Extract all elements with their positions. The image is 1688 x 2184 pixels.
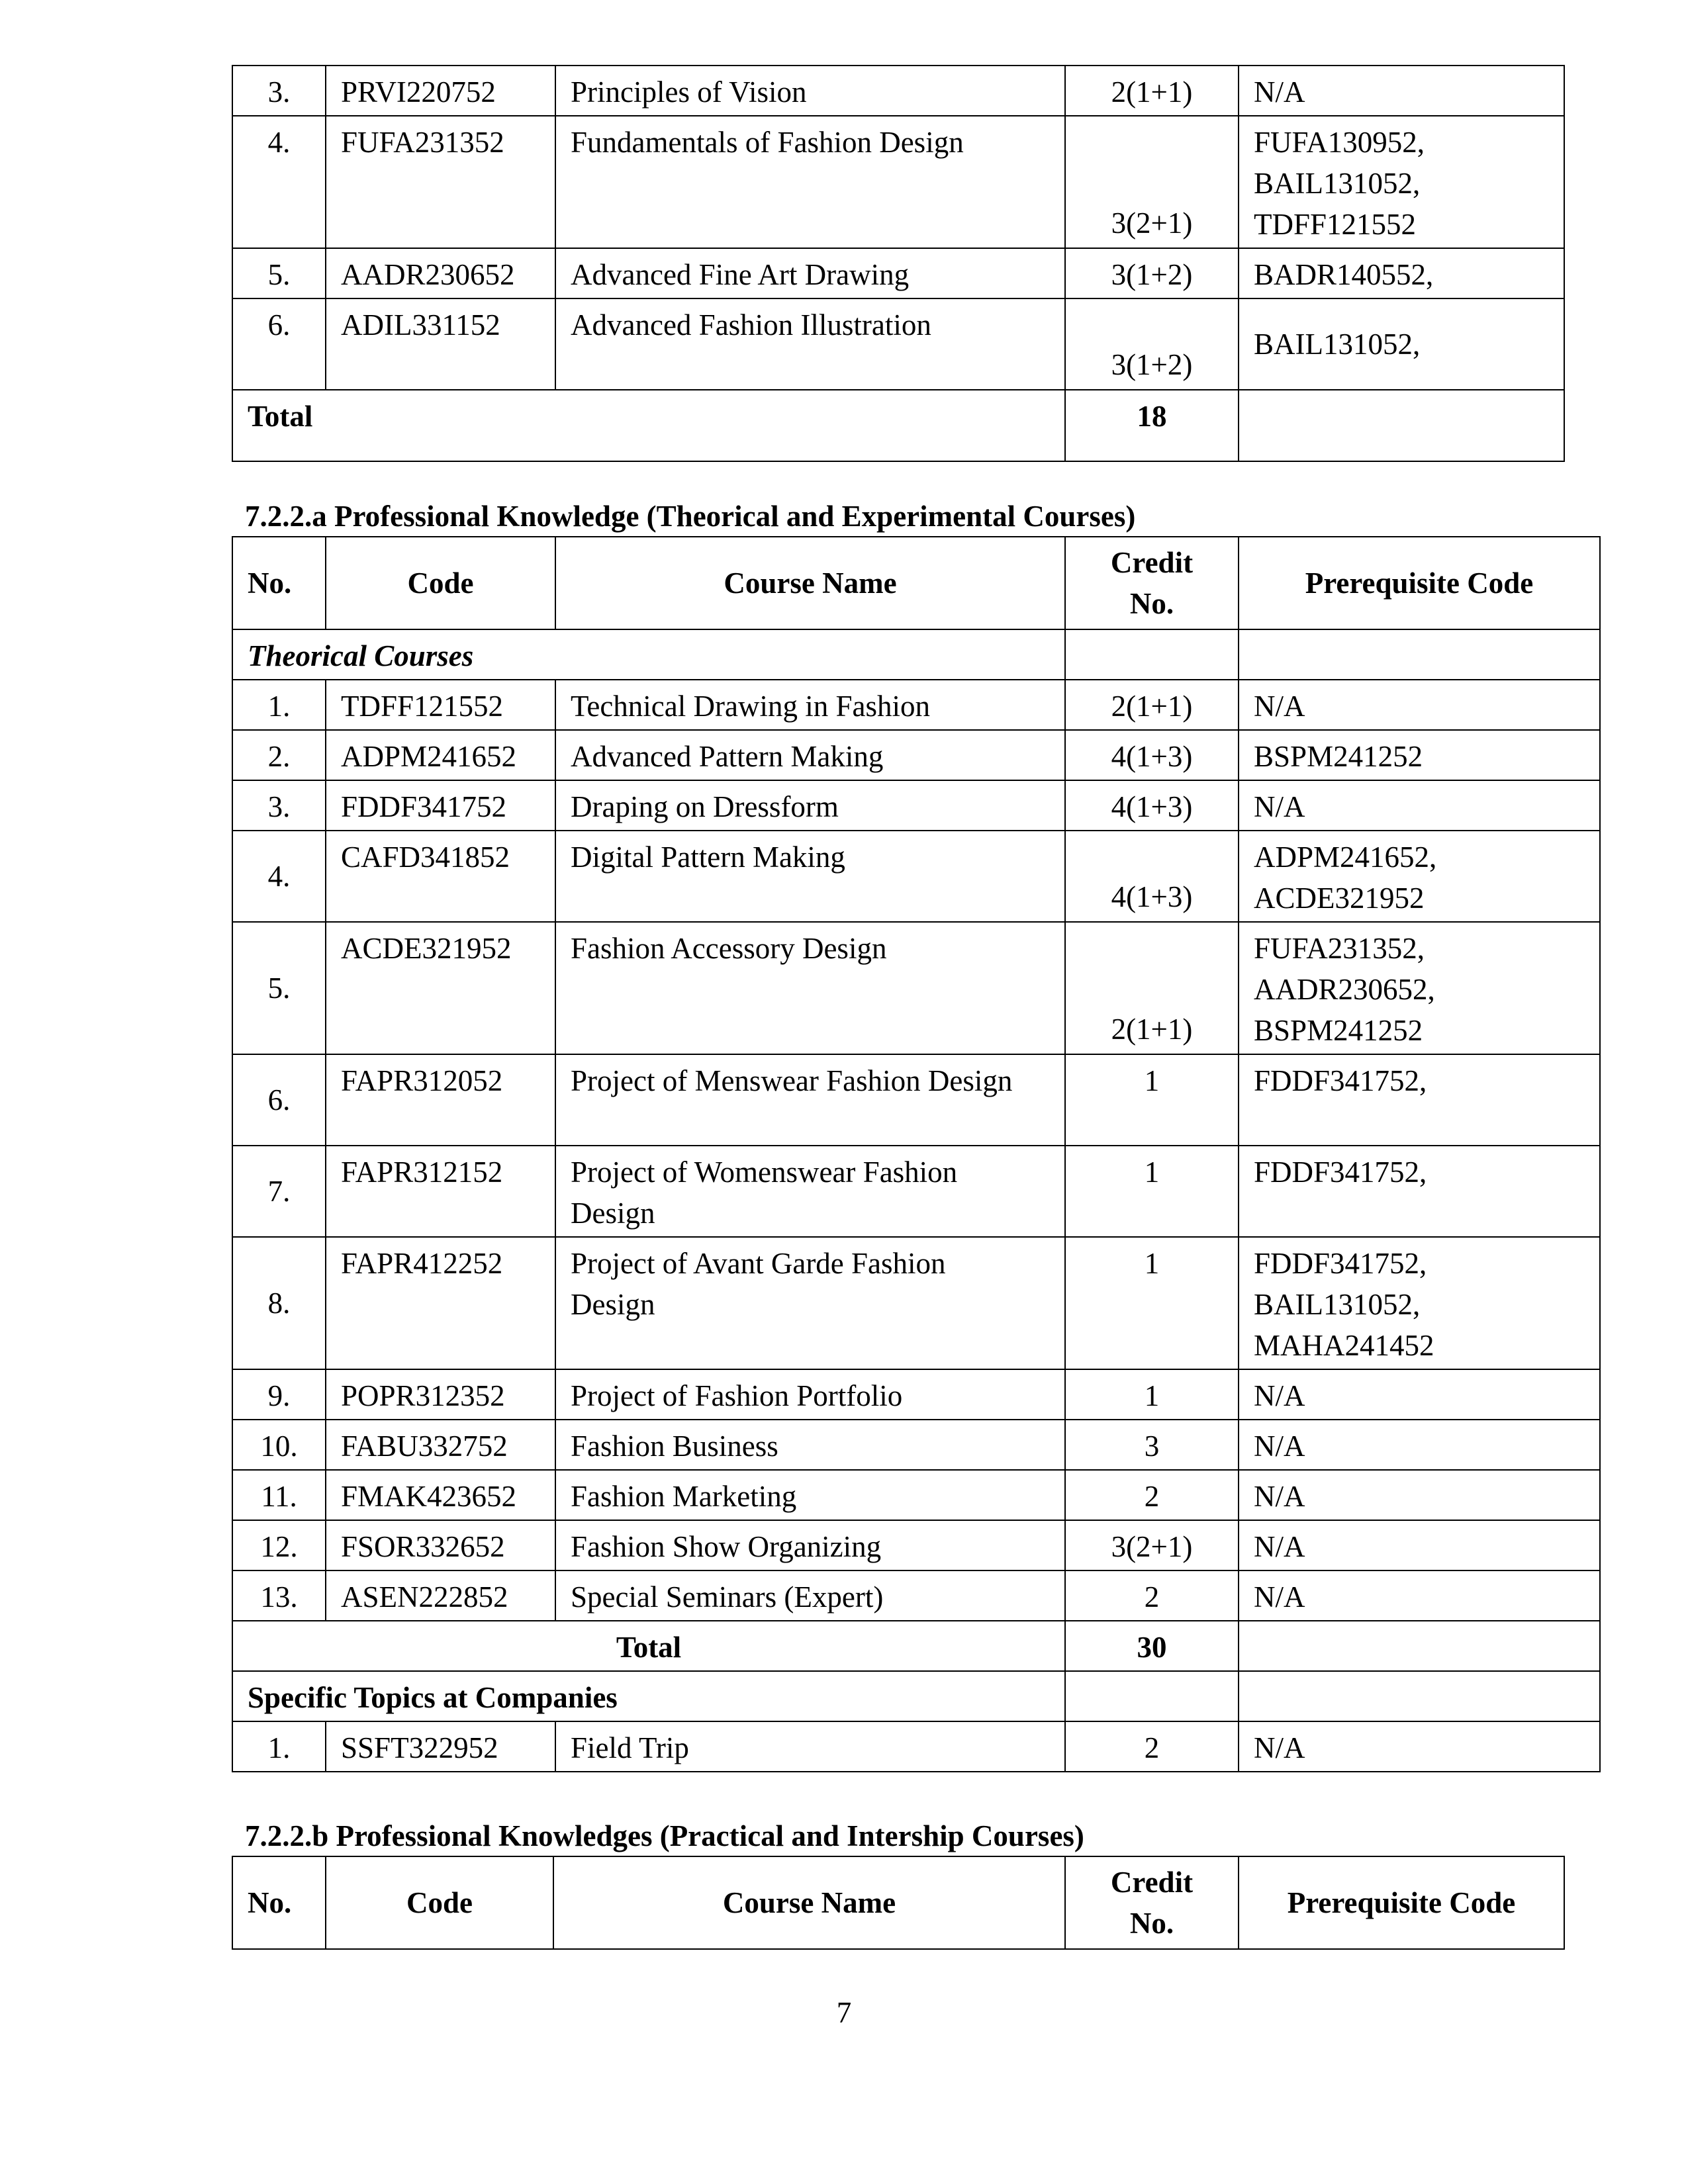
credit-number: 2(1+1) bbox=[1065, 922, 1239, 1054]
course-code: FABU332752 bbox=[326, 1420, 555, 1470]
header-credit-no: Credit No. bbox=[1065, 1856, 1239, 1949]
page-number: 7 bbox=[836, 1996, 852, 2029]
prerequisite-code: FUFA130952, BAIL131052, TDFF121552 bbox=[1239, 116, 1564, 248]
course-code: FMAK423652 bbox=[326, 1470, 555, 1520]
table-row bbox=[232, 1146, 1600, 1237]
credit-number: 2 bbox=[1065, 1570, 1239, 1621]
empty-cell bbox=[1239, 1621, 1600, 1671]
table-row bbox=[232, 116, 1564, 248]
course-name: Advanced Pattern Making bbox=[555, 730, 1065, 780]
table-row bbox=[232, 66, 1564, 116]
credit-number: 4(1+3) bbox=[1065, 730, 1239, 780]
credit-number: 1 bbox=[1065, 1237, 1239, 1369]
row-number: 10. bbox=[232, 1420, 326, 1470]
prerequisite-code: FDDF341752, BAIL131052, MAHA241452 bbox=[1239, 1237, 1600, 1369]
credit-number: 3(2+1) bbox=[1065, 116, 1239, 248]
prerequisite-code: N/A bbox=[1239, 1470, 1600, 1520]
course-name: Fashion Business bbox=[555, 1420, 1065, 1470]
row-number: 6. bbox=[232, 1054, 326, 1146]
row-number: 3. bbox=[232, 780, 326, 831]
prerequisite-code: N/A bbox=[1239, 1570, 1600, 1621]
continuation-course-table bbox=[232, 65, 1565, 462]
course-code: CAFD341852 bbox=[326, 831, 555, 922]
table-row bbox=[232, 1721, 1600, 1772]
row-number: 1. bbox=[232, 1721, 326, 1772]
header-code: Code bbox=[326, 1856, 553, 1949]
group-label: Theorical Courses bbox=[232, 629, 1065, 680]
header-course-name: Course Name bbox=[555, 537, 1065, 629]
prerequisite-code: FUFA231352, AADR230652, BSPM241252 bbox=[1239, 922, 1600, 1054]
row-number: 5. bbox=[232, 248, 326, 298]
course-code: FAPR312152 bbox=[326, 1146, 555, 1237]
course-name: Fundamentals of Fashion Design bbox=[555, 116, 1065, 248]
course-name: Special Seminars (Expert) bbox=[555, 1570, 1065, 1621]
prerequisite-code: FDDF341752, bbox=[1239, 1054, 1600, 1146]
table-row bbox=[232, 1520, 1600, 1570]
course-name: Project of Womenswear Fashion Design bbox=[555, 1146, 1065, 1237]
credit-number: 1 bbox=[1065, 1054, 1239, 1146]
course-code: AADR230652 bbox=[326, 248, 555, 298]
group-row bbox=[232, 629, 1600, 680]
course-name: Project of Avant Garde Fashion Design bbox=[555, 1237, 1065, 1369]
prerequisite-code: ADPM241652, ACDE321952 bbox=[1239, 831, 1600, 922]
course-name: Project of Menswear Fashion Design bbox=[555, 1054, 1065, 1146]
course-name: Digital Pattern Making bbox=[555, 831, 1065, 922]
section-heading-7-2-2-b: 7.2.2.b Professional Knowledges (Practical and Intership Courses) bbox=[245, 1819, 1084, 1852]
course-code: PRVI220752 bbox=[326, 66, 555, 116]
empty-cell bbox=[1239, 1671, 1600, 1721]
row-number: 9. bbox=[232, 1369, 326, 1420]
empty-cell bbox=[1239, 629, 1600, 680]
credit-number: 1 bbox=[1065, 1146, 1239, 1237]
header-code: Code bbox=[326, 537, 555, 629]
table-row bbox=[232, 922, 1600, 1054]
row-number: 11. bbox=[232, 1470, 326, 1520]
course-code: ADPM241652 bbox=[326, 730, 555, 780]
prerequisite-code: BAIL131052, bbox=[1239, 298, 1564, 390]
total-label: Total bbox=[232, 1621, 1065, 1671]
empty-cell bbox=[1065, 629, 1239, 680]
course-name: Fashion Marketing bbox=[555, 1470, 1065, 1520]
total-label: Total bbox=[232, 390, 1065, 461]
row-number: 8. bbox=[232, 1237, 326, 1369]
row-number: 12. bbox=[232, 1520, 326, 1570]
table-row bbox=[232, 780, 1600, 831]
prerequisite-code: N/A bbox=[1239, 1420, 1600, 1470]
credit-number: 2(1+1) bbox=[1065, 680, 1239, 730]
course-name: Field Trip bbox=[555, 1721, 1065, 1772]
section-heading-7-2-2-a: 7.2.2.a Professional Knowledge (Theorical and Experimental Courses) bbox=[245, 500, 1136, 533]
table-row bbox=[232, 248, 1564, 298]
row-number: 4. bbox=[232, 116, 326, 248]
credit-number: 2(1+1) bbox=[1065, 66, 1239, 116]
prerequisite-code: N/A bbox=[1239, 780, 1600, 831]
header-row bbox=[232, 537, 1600, 629]
credit-number: 3(1+2) bbox=[1065, 248, 1239, 298]
table-row bbox=[232, 1369, 1600, 1420]
header-no: No. bbox=[232, 537, 326, 629]
course-code: FSOR332652 bbox=[326, 1520, 555, 1570]
prerequisite-code: N/A bbox=[1239, 1721, 1600, 1772]
table-row bbox=[232, 730, 1600, 780]
row-number: 7. bbox=[232, 1146, 326, 1237]
credit-number: 3(1+2) bbox=[1065, 298, 1239, 390]
header-course-name: Course Name bbox=[553, 1856, 1065, 1949]
credit-number: 4(1+3) bbox=[1065, 831, 1239, 922]
course-code: FAPR412252 bbox=[326, 1237, 555, 1369]
course-name: Principles of Vision bbox=[555, 66, 1065, 116]
prerequisite-code: N/A bbox=[1239, 1520, 1600, 1570]
row-number: 1. bbox=[232, 680, 326, 730]
prerequisite-code: N/A bbox=[1239, 680, 1600, 730]
credit-number: 2 bbox=[1065, 1470, 1239, 1520]
course-name: Advanced Fine Art Drawing bbox=[555, 248, 1065, 298]
credit-number: 2 bbox=[1065, 1721, 1239, 1772]
companies-label: Specific Topics at Companies bbox=[232, 1671, 1065, 1721]
table-row bbox=[232, 831, 1600, 922]
total-credits: 18 bbox=[1065, 390, 1239, 461]
table-row bbox=[232, 680, 1600, 730]
prerequisite-code: N/A bbox=[1239, 1369, 1600, 1420]
course-code: ACDE321952 bbox=[326, 922, 555, 1054]
course-name: Fashion Accessory Design bbox=[555, 922, 1065, 1054]
course-code: POPR312352 bbox=[326, 1369, 555, 1420]
empty-cell bbox=[1239, 390, 1564, 461]
prerequisite-code: FDDF341752, bbox=[1239, 1146, 1600, 1237]
course-name: Technical Drawing in Fashion bbox=[555, 680, 1065, 730]
course-code: FUFA231352 bbox=[326, 116, 555, 248]
practical-internship-table bbox=[232, 1856, 1565, 1950]
table-row bbox=[232, 1570, 1600, 1621]
course-code: ASEN222852 bbox=[326, 1570, 555, 1621]
course-name: Fashion Show Organizing bbox=[555, 1520, 1065, 1570]
course-name: Advanced Fashion Illustration bbox=[555, 298, 1065, 390]
empty-cell bbox=[1065, 1671, 1239, 1721]
total-credits: 30 bbox=[1065, 1621, 1239, 1671]
row-number: 13. bbox=[232, 1570, 326, 1621]
credit-number: 3 bbox=[1065, 1420, 1239, 1470]
row-number: 3. bbox=[232, 66, 326, 116]
prerequisite-code: BSPM241252 bbox=[1239, 730, 1600, 780]
credit-number: 4(1+3) bbox=[1065, 780, 1239, 831]
header-prerequisite-code: Prerequisite Code bbox=[1239, 1856, 1564, 1949]
row-number: 5. bbox=[232, 922, 326, 1054]
group-row bbox=[232, 1671, 1600, 1721]
course-code: FDDF341752 bbox=[326, 780, 555, 831]
course-code: ADIL331152 bbox=[326, 298, 555, 390]
table-row bbox=[232, 298, 1564, 390]
header-row bbox=[232, 1856, 1564, 1949]
row-number: 4. bbox=[232, 831, 326, 922]
credit-number: 3(2+1) bbox=[1065, 1520, 1239, 1570]
total-row bbox=[232, 390, 1564, 461]
course-code: TDFF121552 bbox=[326, 680, 555, 730]
row-number: 2. bbox=[232, 730, 326, 780]
total-row bbox=[232, 1621, 1600, 1671]
course-name: Draping on Dressform bbox=[555, 780, 1065, 831]
prerequisite-code: N/A bbox=[1239, 66, 1564, 116]
course-code: FAPR312052 bbox=[326, 1054, 555, 1146]
course-name: Project of Fashion Portfolio bbox=[555, 1369, 1065, 1420]
header-credit-no: Credit No. bbox=[1065, 537, 1239, 629]
course-code: SSFT322952 bbox=[326, 1721, 555, 1772]
header-no: No. bbox=[232, 1856, 326, 1949]
prerequisite-code: BADR140552, bbox=[1239, 248, 1564, 298]
professional-knowledge-table bbox=[232, 536, 1601, 1772]
table-row bbox=[232, 1420, 1600, 1470]
credit-number: 1 bbox=[1065, 1369, 1239, 1420]
table-row bbox=[232, 1054, 1600, 1146]
row-number: 6. bbox=[232, 298, 326, 390]
header-prerequisite-code: Prerequisite Code bbox=[1239, 537, 1600, 629]
table-row bbox=[232, 1237, 1600, 1369]
table-row bbox=[232, 1470, 1600, 1520]
